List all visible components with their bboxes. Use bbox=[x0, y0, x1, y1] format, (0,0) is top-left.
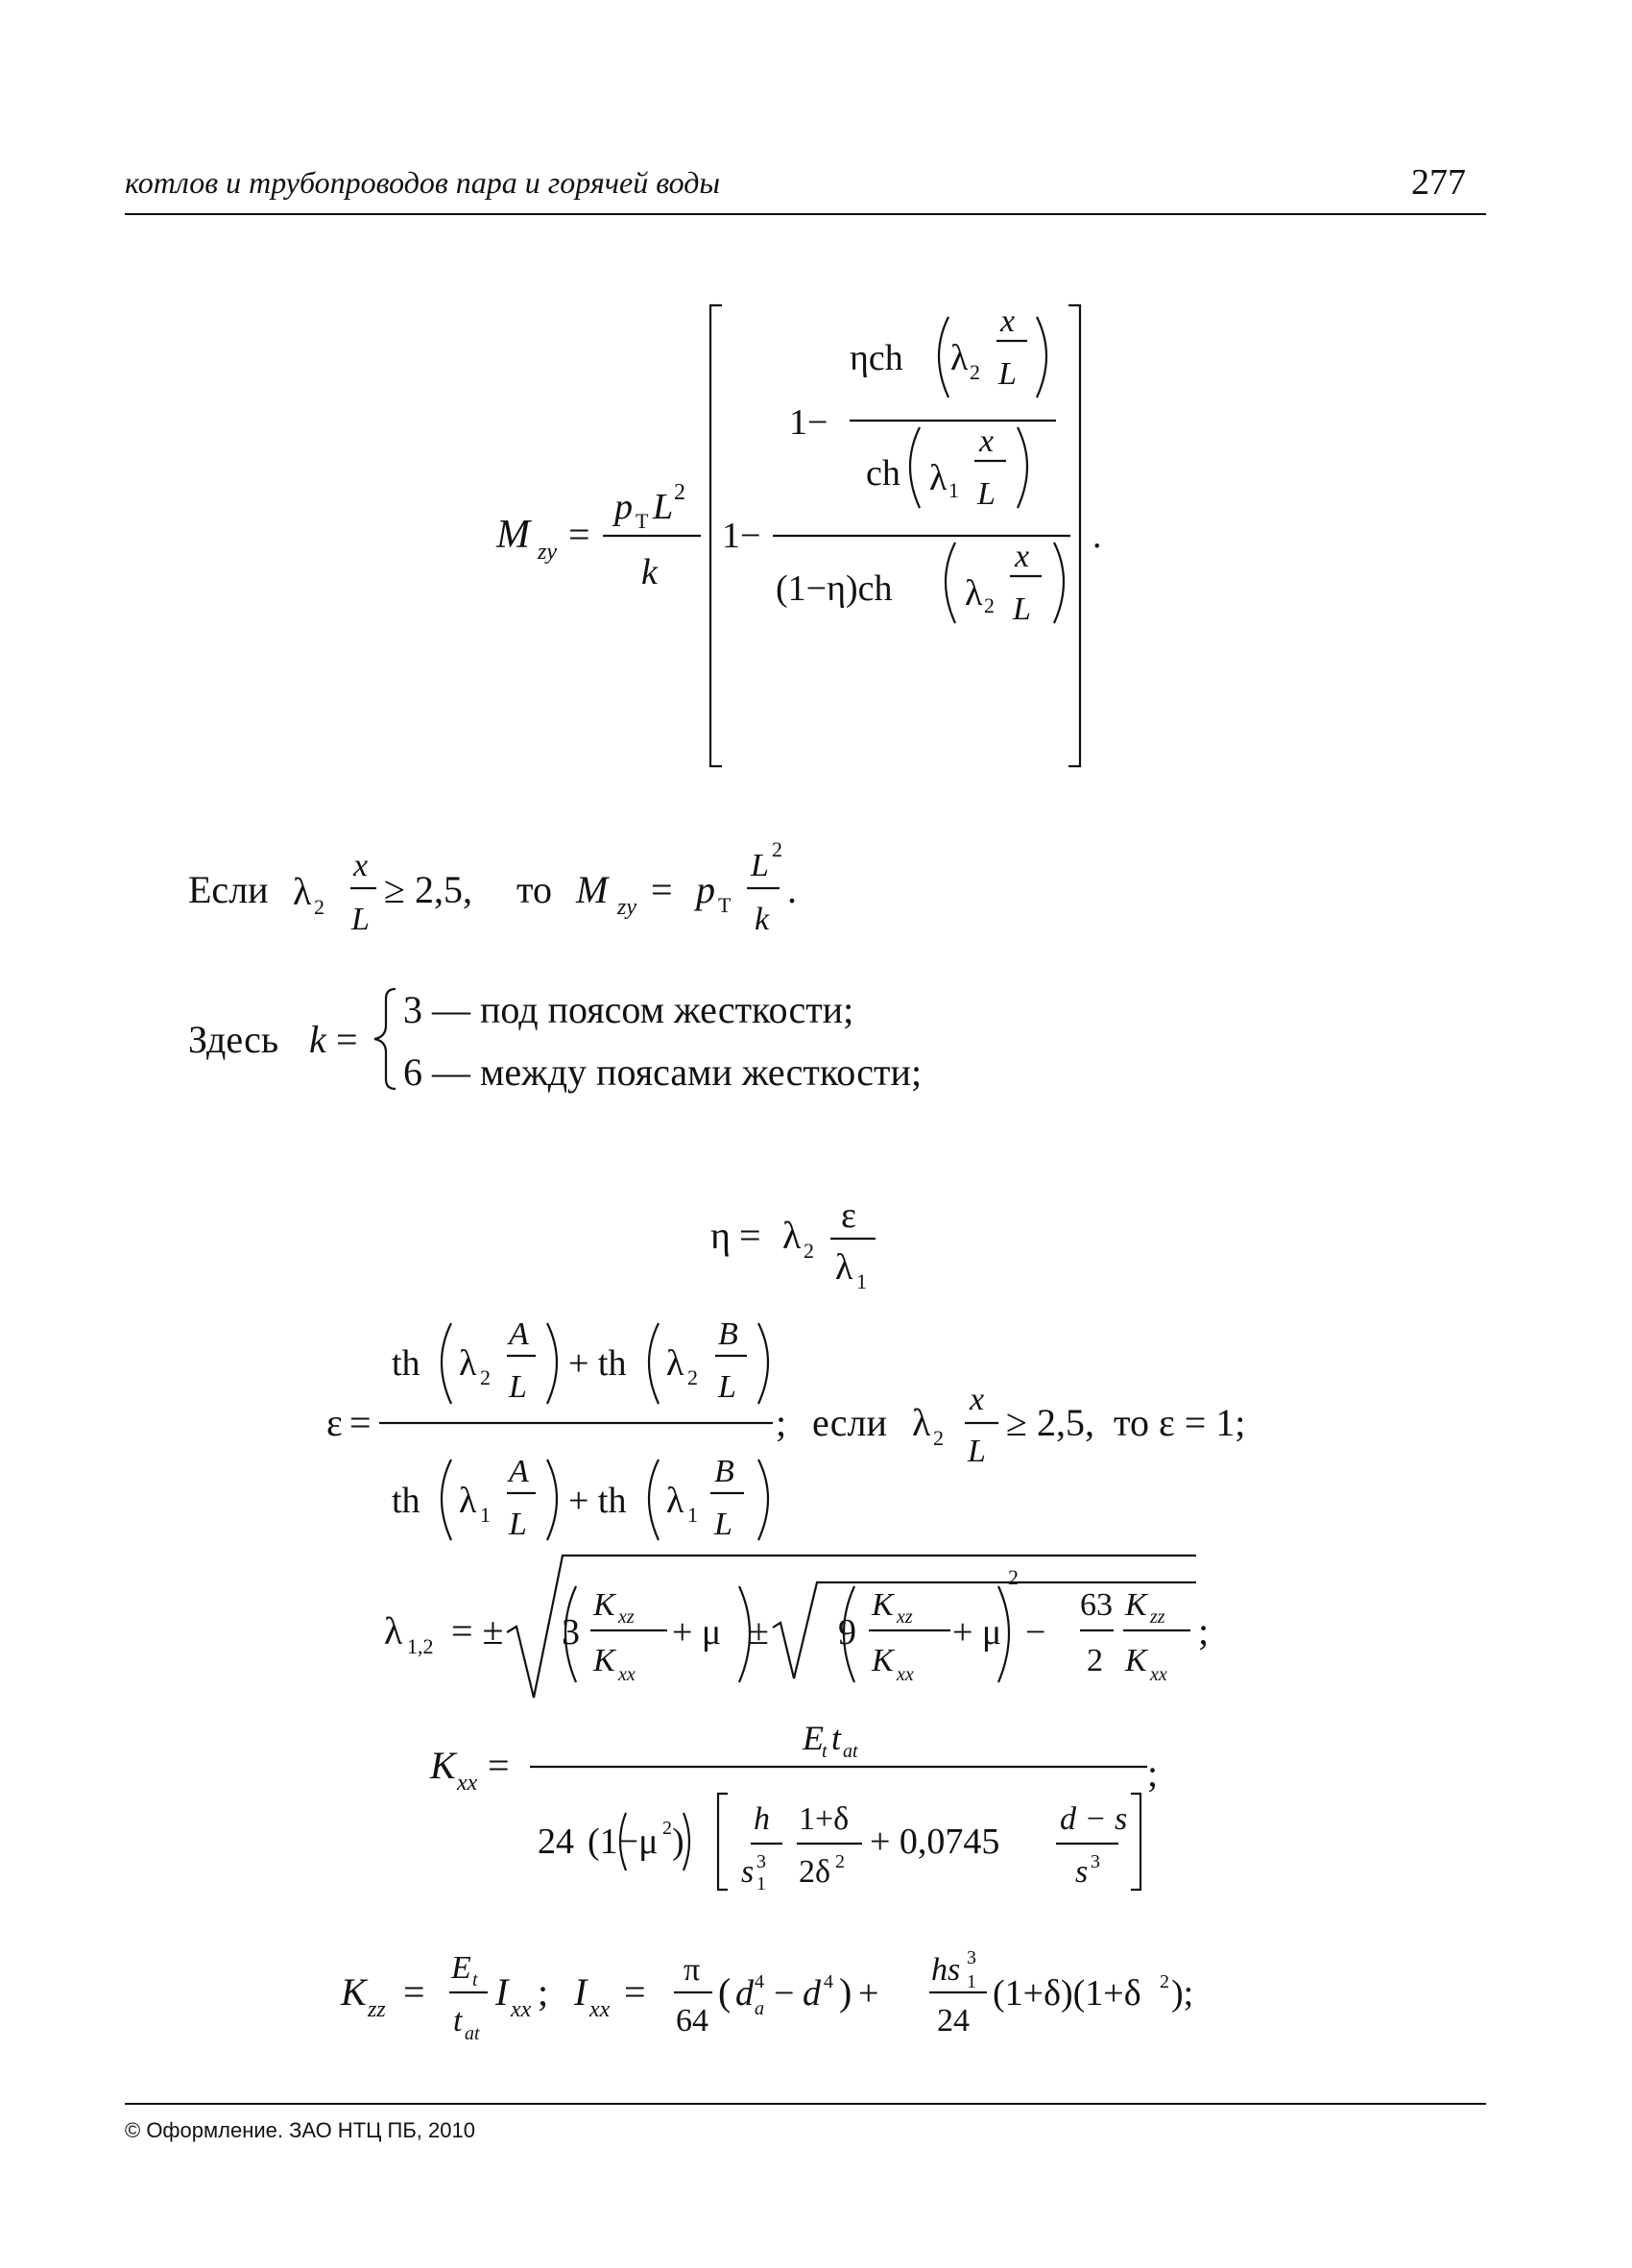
svg-text:d − s: d − s bbox=[1060, 1801, 1128, 1837]
svg-text:ε: ε bbox=[326, 1401, 343, 1444]
svg-text:4: 4 bbox=[755, 1971, 764, 1992]
here-word: Здесь bbox=[188, 1018, 279, 1061]
svg-text:d: d bbox=[803, 1973, 821, 2014]
footer-copyright: © Оформление. ЗАО НТЦ ПБ, 2010 bbox=[125, 2118, 475, 2142]
svg-text:t: t bbox=[831, 1719, 842, 1757]
svg-text:zy: zy bbox=[538, 540, 557, 565]
svg-text:K: K bbox=[593, 1587, 615, 1623]
svg-text:L: L bbox=[977, 476, 996, 512]
svg-text:L: L bbox=[1013, 591, 1031, 627]
svg-text:24: 24 bbox=[538, 1822, 574, 1862]
svg-text:x: x bbox=[970, 1382, 985, 1417]
svg-text:2: 2 bbox=[662, 1818, 672, 1839]
svg-text:;: ; bbox=[776, 1401, 787, 1444]
svg-text:): ) bbox=[672, 1822, 684, 1862]
svg-text:9: 9 bbox=[838, 1612, 856, 1653]
svg-text:1,2: 1,2 bbox=[407, 1634, 434, 1658]
svg-text:xx: xx bbox=[618, 1664, 636, 1685]
svg-text:1: 1 bbox=[687, 1503, 698, 1527]
svg-text:3: 3 bbox=[562, 1612, 580, 1653]
svg-text:= ±: = ± bbox=[451, 1609, 504, 1653]
svg-text:+ th: + th bbox=[568, 1343, 627, 1384]
svg-text:63: 63 bbox=[1080, 1587, 1113, 1623]
svg-text:x: x bbox=[1015, 539, 1030, 574]
svg-text:xz: xz bbox=[897, 1606, 913, 1628]
svg-text:zz: zz bbox=[1150, 1606, 1165, 1628]
svg-text:xx: xx bbox=[457, 1771, 478, 1796]
svg-text:=: = bbox=[651, 868, 673, 911]
svg-text:=: = bbox=[624, 1970, 646, 2014]
svg-text:xx: xx bbox=[589, 1997, 611, 2022]
then-epsilon: то ε = 1; bbox=[1114, 1401, 1246, 1444]
svg-text:2: 2 bbox=[674, 480, 685, 505]
svg-text:B: B bbox=[714, 1454, 734, 1489]
threshold-value: ≥ 2,5, bbox=[384, 868, 472, 911]
svg-text:2: 2 bbox=[984, 593, 995, 617]
svg-text:L: L bbox=[751, 848, 769, 883]
svg-text:(: ( bbox=[718, 1970, 732, 2014]
svg-text:λ: λ bbox=[929, 458, 948, 498]
if-word-lower: если bbox=[812, 1401, 887, 1444]
svg-text:(1+δ)(1+δ: (1+δ)(1+δ bbox=[993, 1973, 1141, 2014]
svg-text:=: = bbox=[488, 1744, 510, 1787]
svg-text:x: x bbox=[1000, 303, 1016, 339]
svg-text:+ th: + th bbox=[568, 1481, 627, 1521]
svg-text:xx: xx bbox=[511, 1997, 532, 2022]
svg-text:=: = bbox=[336, 1018, 358, 1061]
svg-text:A: A bbox=[509, 1316, 529, 1352]
svg-text:π: π bbox=[684, 1952, 701, 1988]
svg-text:1+δ: 1+δ bbox=[799, 1801, 850, 1837]
svg-text:k: k bbox=[755, 902, 770, 937]
svg-text:k: k bbox=[641, 552, 658, 592]
page-number: 277 bbox=[1411, 162, 1466, 203]
svg-text:λ: λ bbox=[666, 1343, 684, 1384]
svg-text:Т: Т bbox=[718, 893, 732, 917]
svg-text:64: 64 bbox=[676, 2003, 708, 2039]
svg-text:xx: xx bbox=[897, 1664, 914, 1685]
svg-text:1−: 1− bbox=[789, 402, 828, 443]
svg-text:2: 2 bbox=[804, 1239, 814, 1263]
svg-text:s: s bbox=[1075, 1854, 1089, 1890]
svg-text:h: h bbox=[754, 1801, 770, 1837]
svg-text:K: K bbox=[593, 1643, 615, 1678]
svg-text:hs: hs bbox=[931, 1952, 961, 1988]
svg-text:2δ: 2δ bbox=[799, 1854, 831, 1890]
svg-text:2: 2 bbox=[1160, 1971, 1169, 1992]
svg-text:p: p bbox=[696, 868, 715, 911]
svg-text:ε: ε bbox=[841, 1195, 856, 1236]
svg-text:2: 2 bbox=[480, 1365, 491, 1389]
svg-text:η: η bbox=[710, 1214, 731, 1257]
svg-text:s: s bbox=[741, 1854, 755, 1890]
svg-text:λ: λ bbox=[950, 338, 969, 378]
svg-text:K: K bbox=[1125, 1587, 1147, 1623]
svg-text:;: ; bbox=[1147, 1751, 1159, 1795]
svg-text:±: ± bbox=[749, 1612, 769, 1653]
svg-text:M: M bbox=[496, 513, 530, 557]
svg-text:1: 1 bbox=[856, 1269, 867, 1293]
svg-text:ch: ch bbox=[866, 453, 900, 494]
svg-text:2: 2 bbox=[687, 1365, 698, 1389]
svg-text:.: . bbox=[1092, 516, 1102, 556]
svg-text:2: 2 bbox=[835, 1851, 845, 1872]
then-word: то bbox=[516, 868, 552, 911]
svg-text:2: 2 bbox=[933, 1426, 944, 1450]
svg-text:L: L bbox=[998, 356, 1017, 392]
svg-text:=: = bbox=[403, 1970, 425, 2014]
svg-text:1: 1 bbox=[480, 1503, 491, 1527]
svg-text:t: t bbox=[822, 1741, 828, 1762]
svg-text:;: ; bbox=[1198, 1609, 1210, 1653]
svg-text:2: 2 bbox=[970, 360, 980, 384]
svg-text:1−: 1− bbox=[722, 516, 761, 556]
svg-text:=: = bbox=[568, 513, 590, 556]
svg-text:3: 3 bbox=[967, 1947, 976, 1968]
svg-text:3: 3 bbox=[1091, 1851, 1100, 1872]
svg-text:K: K bbox=[872, 1643, 894, 1678]
svg-text:−: − bbox=[774, 1973, 795, 2014]
svg-text:L: L bbox=[714, 1507, 732, 1542]
svg-text:M: M bbox=[576, 868, 609, 911]
svg-text:(1−μ: (1−μ bbox=[588, 1822, 659, 1862]
svg-text:1: 1 bbox=[756, 1873, 766, 1894]
svg-text:K: K bbox=[341, 1970, 367, 2014]
svg-text:d: d bbox=[735, 1973, 754, 2014]
svg-text:ηch: ηch bbox=[850, 338, 903, 378]
svg-text:xx: xx bbox=[1150, 1664, 1167, 1685]
svg-text:): ) bbox=[839, 1970, 852, 2014]
svg-text:L: L bbox=[509, 1369, 527, 1405]
running-title: котлов и трубопроводов пара и горячей воды bbox=[125, 165, 721, 200]
svg-text:t: t bbox=[472, 1969, 478, 1991]
svg-text:I: I bbox=[574, 1970, 588, 2014]
svg-text:th: th bbox=[392, 1343, 420, 1384]
svg-text:λ: λ bbox=[835, 1247, 853, 1288]
svg-text:L: L bbox=[509, 1507, 527, 1542]
svg-text:K: K bbox=[430, 1744, 456, 1787]
svg-text:λ: λ bbox=[459, 1481, 477, 1521]
svg-text:L: L bbox=[351, 902, 370, 937]
svg-text:λ: λ bbox=[293, 870, 312, 913]
svg-text:−: − bbox=[1025, 1612, 1046, 1653]
svg-text:K: K bbox=[872, 1587, 894, 1623]
svg-text:3: 3 bbox=[756, 1851, 766, 1872]
cases-brace bbox=[374, 989, 396, 1089]
svg-text:zz: zz bbox=[368, 1997, 386, 2022]
svg-text:λ: λ bbox=[782, 1214, 802, 1257]
svg-text:E: E bbox=[451, 1950, 471, 1986]
svg-text:x: x bbox=[979, 423, 995, 459]
svg-text:B: B bbox=[718, 1316, 738, 1352]
svg-text:+ μ: + μ bbox=[672, 1612, 722, 1653]
case-2-text: 6 — между поясами жесткости; bbox=[403, 1050, 923, 1094]
svg-text:A: A bbox=[509, 1454, 529, 1489]
svg-text:Т: Т bbox=[636, 509, 649, 533]
svg-text:L: L bbox=[968, 1434, 986, 1469]
svg-text:+ 0,0745: + 0,0745 bbox=[870, 1822, 1000, 1862]
svg-text:p: p bbox=[614, 487, 633, 527]
svg-text:1: 1 bbox=[967, 1971, 976, 1992]
if-word: Если bbox=[188, 868, 269, 911]
svg-text:I: I bbox=[495, 1970, 509, 2014]
svg-text:λ: λ bbox=[965, 573, 983, 614]
svg-text:2: 2 bbox=[1008, 1565, 1019, 1589]
threshold-value-2: ≥ 2,5, bbox=[1006, 1401, 1094, 1444]
svg-text:λ: λ bbox=[384, 1609, 403, 1653]
svg-text:λ: λ bbox=[459, 1343, 477, 1384]
svg-text:24: 24 bbox=[937, 2003, 970, 2039]
svg-text:λ: λ bbox=[666, 1481, 684, 1521]
svg-text:L: L bbox=[653, 487, 674, 527]
svg-text:2: 2 bbox=[772, 837, 782, 861]
svg-text:E: E bbox=[803, 1719, 824, 1757]
svg-text:=: = bbox=[349, 1401, 372, 1444]
svg-text:=: = bbox=[739, 1214, 761, 1257]
svg-text:1: 1 bbox=[948, 478, 959, 502]
svg-text:K: K bbox=[1125, 1643, 1147, 1678]
svg-text:(1−η)ch: (1−η)ch bbox=[776, 568, 893, 609]
svg-text:xz: xz bbox=[618, 1606, 635, 1628]
svg-text:+ μ: + μ bbox=[952, 1612, 1002, 1653]
svg-text:zy: zy bbox=[617, 895, 636, 920]
svg-text:4: 4 bbox=[824, 1971, 833, 1992]
svg-text:.: . bbox=[787, 868, 797, 911]
svg-text:λ: λ bbox=[912, 1401, 931, 1444]
svg-text:t: t bbox=[453, 2003, 463, 2039]
svg-text:2: 2 bbox=[1087, 1643, 1103, 1678]
case-1-text: 3 — под поясом жесткости; bbox=[403, 988, 854, 1031]
svg-text:k: k bbox=[309, 1018, 326, 1061]
svg-text:+: + bbox=[858, 1973, 879, 2014]
svg-text:a: a bbox=[755, 1998, 764, 2019]
svg-text:th: th bbox=[392, 1481, 420, 1521]
svg-text:at: at bbox=[843, 1741, 858, 1762]
footer-rule bbox=[125, 2103, 1486, 2105]
svg-text:;: ; bbox=[538, 1970, 549, 2014]
svg-text:L: L bbox=[718, 1369, 736, 1405]
svg-text:2: 2 bbox=[314, 895, 324, 919]
svg-text:at: at bbox=[465, 2023, 480, 2044]
svg-text:x: x bbox=[353, 848, 369, 883]
svg-text:);: ); bbox=[1171, 1973, 1194, 2014]
